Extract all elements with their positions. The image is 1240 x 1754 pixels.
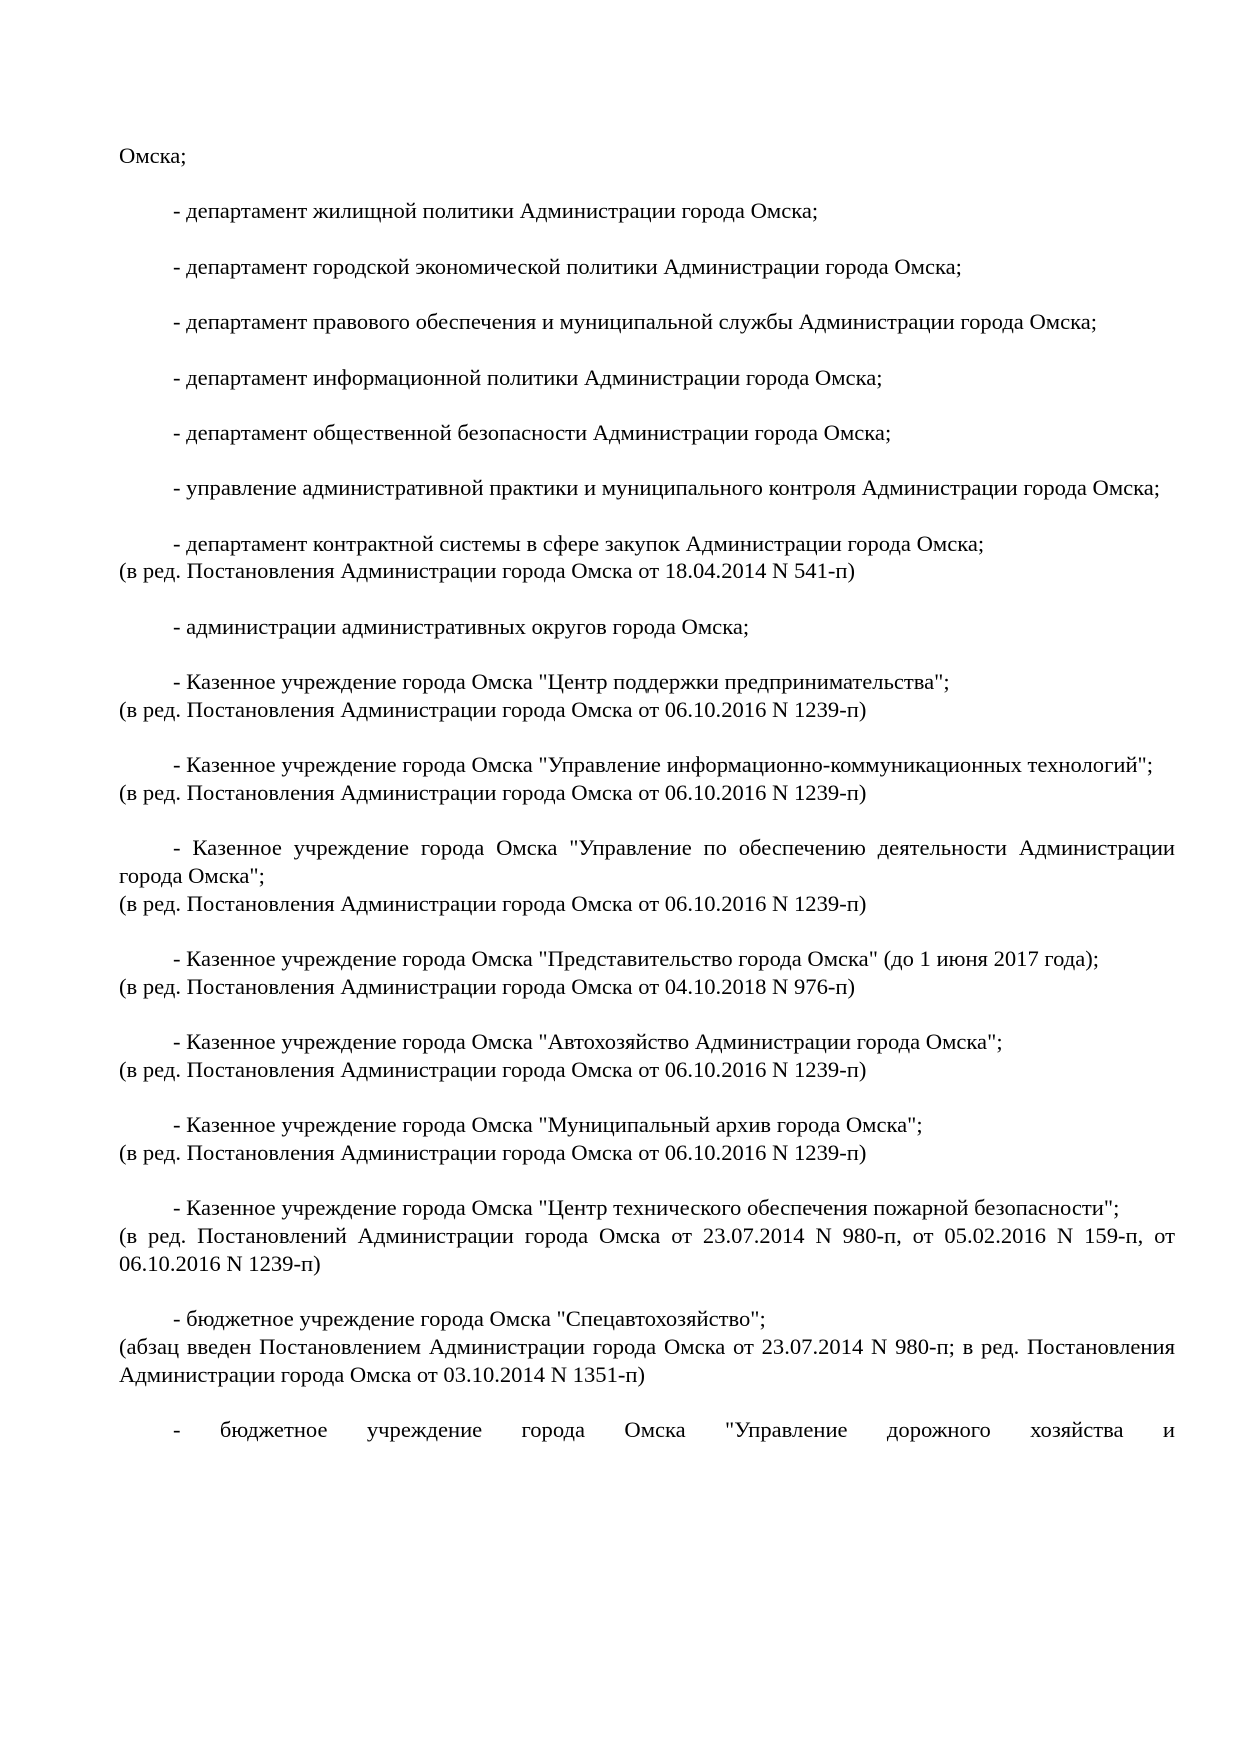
item-text: - департамент правового обеспечения и муниципальной службы Администрации города Омска; bbox=[173, 309, 1098, 335]
item-text: - Казенное учреждение города Омска "Представительство города Омска" (до 1 июня 2017 года); bbox=[173, 946, 1100, 972]
list-item bbox=[119, 1305, 1175, 1388]
amendment-note: (в ред. Постановления Администрации города Омска от 06.10.2016 N 1239-п) bbox=[119, 890, 867, 916]
list-item bbox=[119, 253, 1175, 281]
amendment-note: (в ред. Постановления Администрации города Омска от 06.10.2016 N 1239-п) bbox=[119, 1057, 867, 1082]
list-item bbox=[119, 530, 1175, 585]
list-item bbox=[119, 834, 1175, 917]
list-item bbox=[119, 945, 1175, 1000]
item-text: - Казенное учреждение города Омска "Управление информационно-коммуникационных технологий"; bbox=[173, 752, 1154, 778]
list-item bbox=[119, 613, 1175, 641]
item-text: - департамент жилищной политики Администрации города Омска; bbox=[173, 198, 819, 224]
list-item bbox=[119, 419, 1175, 447]
item-text: - департамент общественной безопасности Администрации города Омска; bbox=[173, 419, 892, 445]
list-item bbox=[119, 308, 1175, 336]
amendment-note: (в ред. Постановлений Администрации города Омска от 23.07.2014 N 980-п, от 05.02.2016 N 159-п, от 06.10.2016 N 1239-п) bbox=[119, 1223, 1175, 1276]
item-text: - Казенное учреждение города Омска "Центр поддержки предпринимательства"; bbox=[173, 669, 950, 695]
amendment-note: (в ред. Постановления Администрации города Омска от 18.04.2014 N 541-п) bbox=[119, 558, 856, 584]
item-text: - управление административной практики и муниципального контроля Администрации города Омска; bbox=[173, 475, 1161, 501]
item-text: - бюджетное учреждение города Омска "Управление дорожного хозяйства и bbox=[173, 1417, 1175, 1443]
list-item bbox=[119, 668, 1175, 723]
list-item bbox=[119, 751, 1175, 806]
list-item bbox=[119, 474, 1175, 502]
amendment-note: (в ред. Постановления Администрации города Омска от 06.10.2016 N 1239-п) bbox=[119, 696, 867, 722]
list-item bbox=[119, 197, 1175, 225]
item-text: - Казенное учреждение города Омска "Центр технического обеспечения пожарной безопасности"; bbox=[173, 1195, 1120, 1221]
list-item bbox=[119, 1111, 1175, 1166]
list-item bbox=[119, 1194, 1175, 1277]
item-text: - департамент информационной политики Администрации города Омска; bbox=[173, 364, 883, 390]
item-text: - бюджетное учреждение города Омска "Спецавтохозяйство"; bbox=[173, 1306, 766, 1332]
item-text: - департамент городской экономической политики Администрации города Омска; bbox=[173, 253, 962, 279]
item-text: - Казенное учреждение города Омска "Управление по обеспечению деятельности Администрации города Омска"; bbox=[119, 835, 1175, 889]
list-item bbox=[119, 1416, 1175, 1444]
item-text: - департамент контрактной системы в сфере закупок Администрации города Омска; bbox=[173, 530, 985, 556]
item-text: - Казенное учреждение города Омска "Муниципальный архив города Омска"; bbox=[173, 1112, 923, 1138]
item-text: - Казенное учреждение города Омска "Автохозяйство Администрации города Омска"; bbox=[173, 1029, 1003, 1055]
first-line-text: Омска; bbox=[119, 143, 187, 168]
amendment-note: (в ред. Постановления Администрации города Омска от 06.10.2016 N 1239-п) bbox=[119, 780, 867, 806]
item-text: - администрации административных округов города Омска; bbox=[173, 613, 750, 639]
list-item bbox=[119, 364, 1175, 392]
amendment-note: (абзац введен Постановлением Администрации города Омска от 23.07.2014 N 980-п; в ред. Постановления Администрации города Омска от 03.10.2014 N 1351-п) bbox=[119, 1333, 1175, 1387]
continuation-line bbox=[119, 142, 1175, 170]
amendment-note: (в ред. Постановления Администрации города Омска от 04.10.2018 N 976-п) bbox=[119, 973, 856, 999]
list-item bbox=[119, 1028, 1175, 1083]
document-page bbox=[119, 142, 1175, 1471]
amendment-note: (в ред. Постановления Администрации города Омска от 06.10.2016 N 1239-п) bbox=[119, 1140, 867, 1166]
